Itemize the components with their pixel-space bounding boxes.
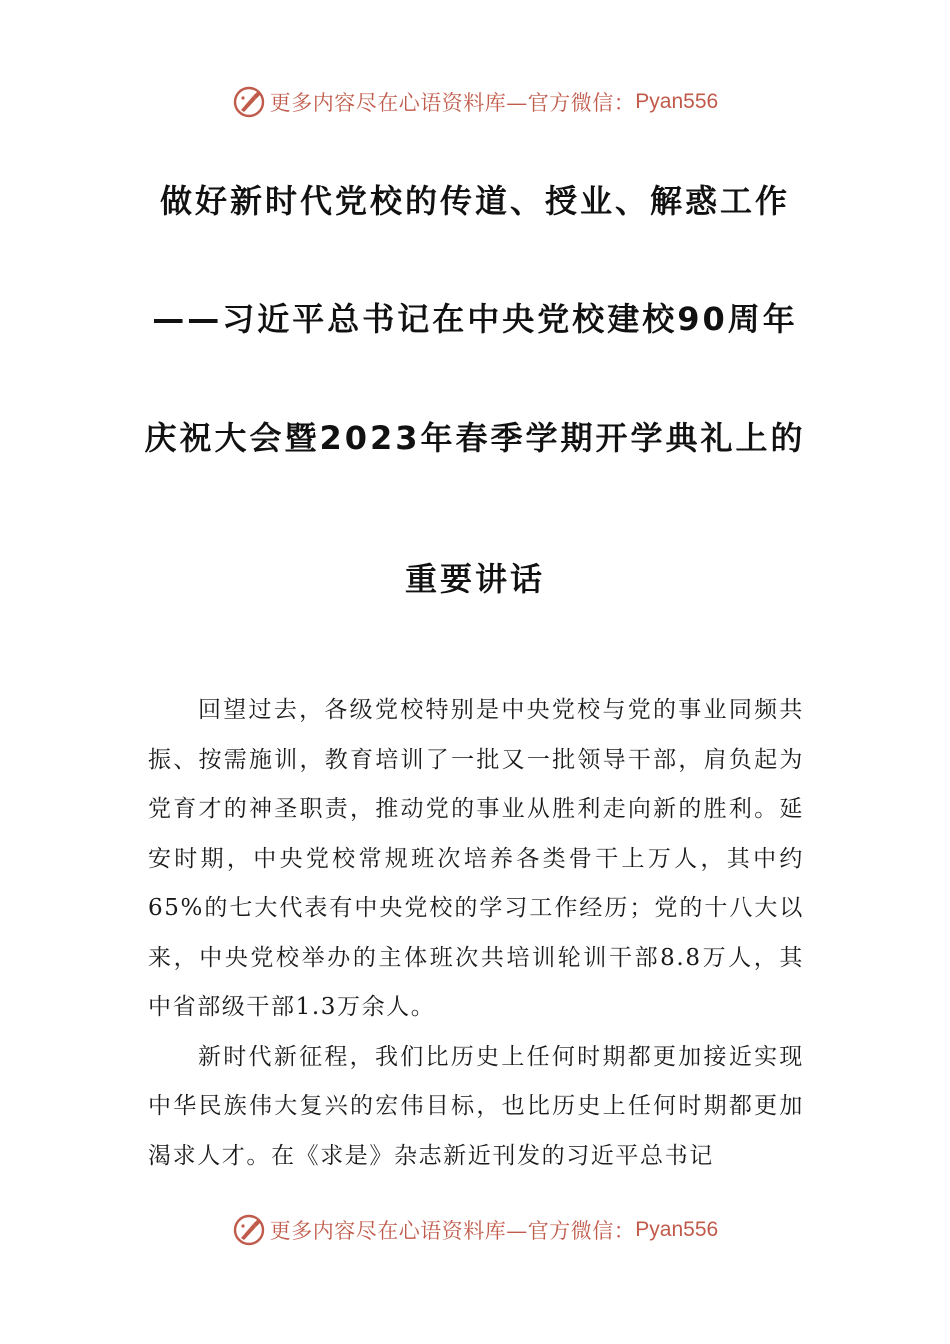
header-banner [0,80,950,124]
banner-text: 更多内容尽在心语资料库—官方微信： [269,1219,636,1243]
title-line-2: ——习近平总书记在中央党校建校90周年 [152,300,798,338]
pen-circle-logo-icon [232,85,266,119]
banner-text: 更多内容尽在心语资料库—官方微信： [269,91,636,115]
paragraph-2: 新时代新征程，我们比历史上任何时期都更加接近实现中华民族伟大复兴的宏伟目标，也比历史上任何时期都更加渴求人才。在《求是》杂志新近刊发的习近平总书记 [148,1043,804,1169]
footer-banner [0,1208,950,1252]
pen-circle-logo-icon [232,1213,266,1247]
banner-contact: Pyan556 [635,90,719,113]
banner-contact: Pyan556 [635,1218,719,1241]
title-line-1: 做好新时代党校的传道、授业、解惑工作 [159,182,790,220]
title-line-3: 庆祝大会暨2023年春季学期开学典礼上的 [144,419,806,457]
body-text [148,686,804,1181]
paragraph-1: 回望过去，各级党校特别是中央党校与党的事业同频共振、按需施训，教育培训了一批又一批领导干部，肩负起为党育才的神圣职责，推动党的事业从胜利走向新的胜利。延安时期，中央党校常规班次培养各类骨干上万人，其中约65%的七大代表有中央党校的学习工作经历；党的十八大以来，中央党校举办的主体班次共培训轮训干部8.8万人，其中省部级干部1.3万余人。 [148,697,804,1020]
title-line-4: 重要讲话 [404,560,545,598]
